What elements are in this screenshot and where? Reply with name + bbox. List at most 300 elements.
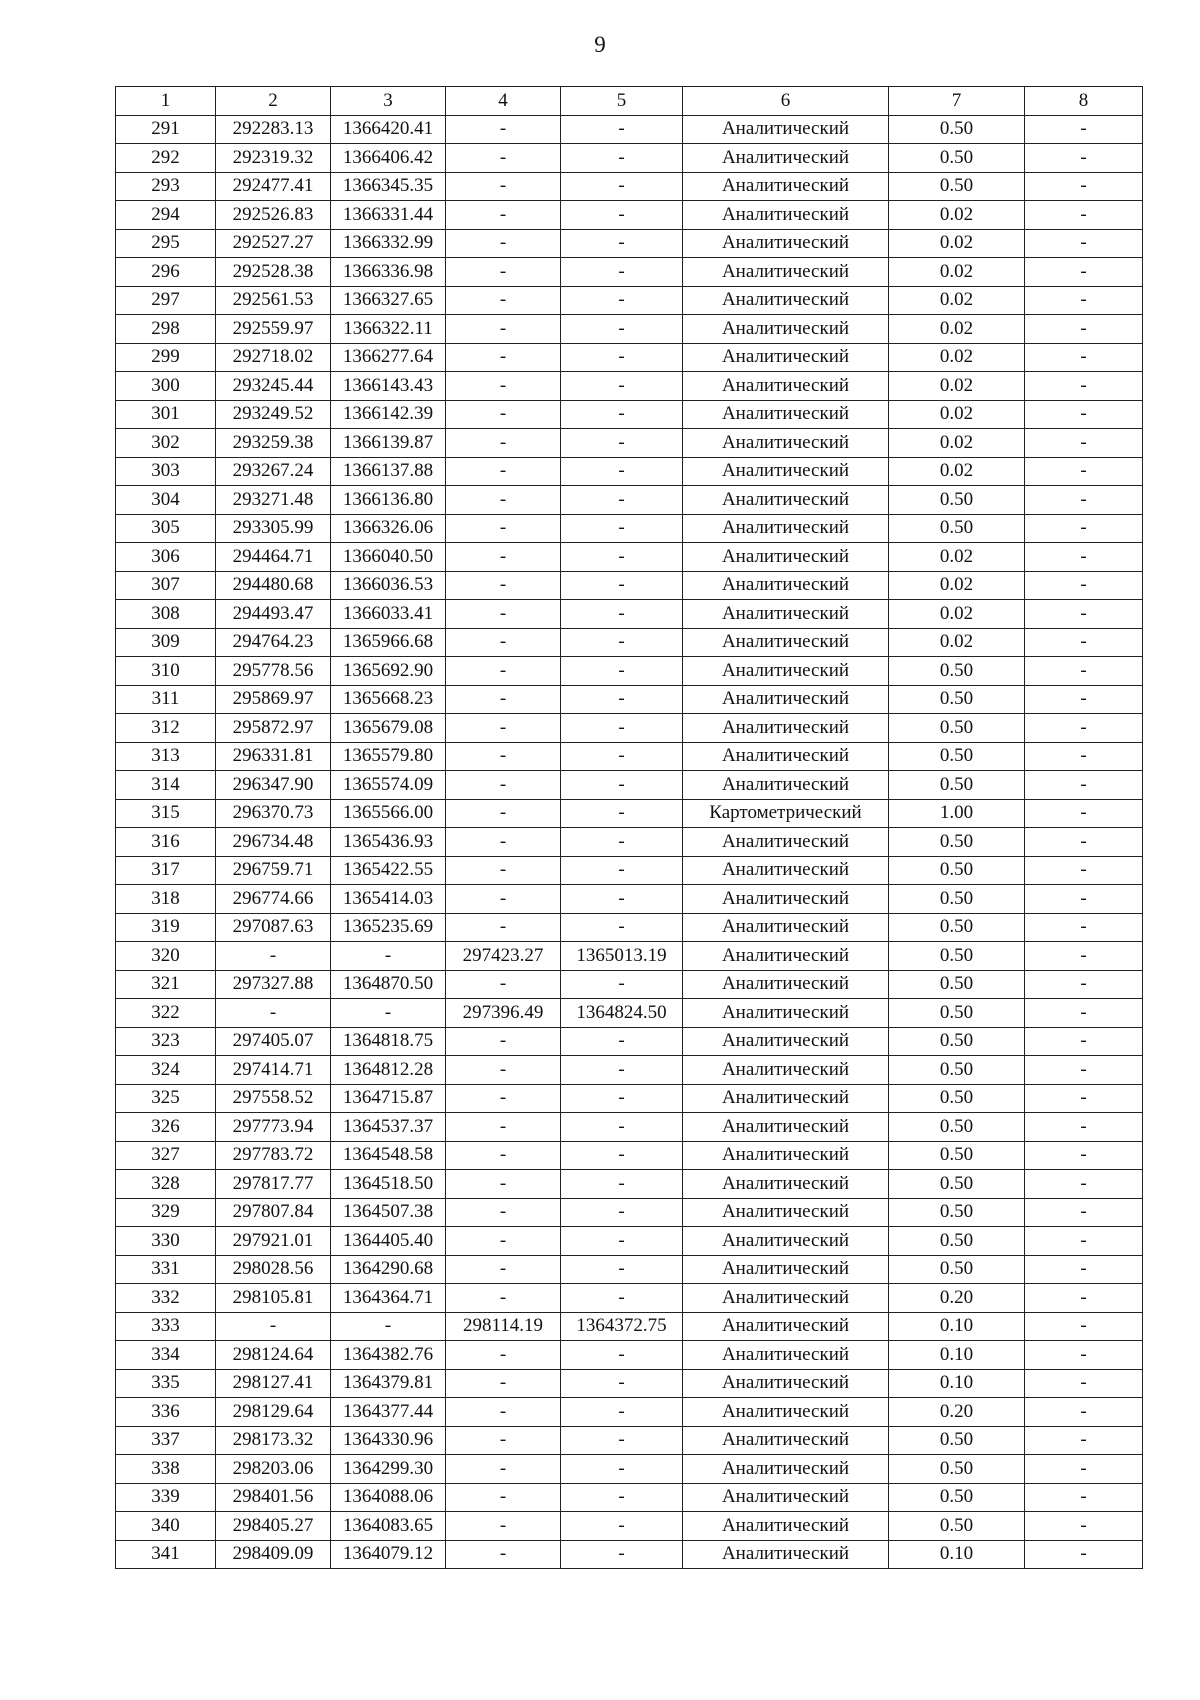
table-row bbox=[116, 1227, 1143, 1256]
cell-x-coordinate: 296331.81 bbox=[216, 742, 331, 771]
column-header: 7 bbox=[889, 87, 1025, 116]
cell-note: - bbox=[1025, 1255, 1143, 1284]
cell-y-coordinate-alt: - bbox=[561, 1512, 683, 1541]
table-row bbox=[116, 1540, 1143, 1569]
cell-x-coordinate-alt: - bbox=[446, 1255, 561, 1284]
cell-x-coordinate: 296370.73 bbox=[216, 799, 331, 828]
cell-method: Аналитический bbox=[683, 1141, 889, 1170]
cell-note: - bbox=[1025, 714, 1143, 743]
cell-x-coordinate: 294493.47 bbox=[216, 600, 331, 629]
cell-y-coordinate-alt: - bbox=[561, 1227, 683, 1256]
cell-y-coordinate-alt: - bbox=[561, 1113, 683, 1142]
cell-y-coordinate-alt: - bbox=[561, 657, 683, 686]
cell-method: Аналитический bbox=[683, 1056, 889, 1085]
cell-x-coordinate-alt: - bbox=[446, 1084, 561, 1113]
cell-point-number: 307 bbox=[116, 571, 216, 600]
cell-point-number: 309 bbox=[116, 628, 216, 657]
cell-y-coordinate-alt: - bbox=[561, 1284, 683, 1313]
cell-point-number: 324 bbox=[116, 1056, 216, 1085]
cell-y-coordinate: 1364299.30 bbox=[331, 1455, 446, 1484]
cell-y-coordinate: 1365574.09 bbox=[331, 771, 446, 800]
cell-x-coordinate: 293271.48 bbox=[216, 486, 331, 515]
cell-x-coordinate: 292319.32 bbox=[216, 144, 331, 173]
cell-x-coordinate: 292526.83 bbox=[216, 201, 331, 230]
cell-x-coordinate: 295872.97 bbox=[216, 714, 331, 743]
cell-point-number: 330 bbox=[116, 1227, 216, 1256]
cell-y-coordinate-alt: - bbox=[561, 372, 683, 401]
cell-note: - bbox=[1025, 1027, 1143, 1056]
cell-accuracy: 0.20 bbox=[889, 1284, 1025, 1313]
cell-x-coordinate: 297921.01 bbox=[216, 1227, 331, 1256]
cell-y-coordinate: 1366036.53 bbox=[331, 571, 446, 600]
cell-point-number: 298 bbox=[116, 315, 216, 344]
cell-x-coordinate: 293267.24 bbox=[216, 457, 331, 486]
cell-x-coordinate: 293305.99 bbox=[216, 514, 331, 543]
cell-note: - bbox=[1025, 1084, 1143, 1113]
cell-method: Аналитический bbox=[683, 486, 889, 515]
cell-y-coordinate: 1366326.06 bbox=[331, 514, 446, 543]
cell-y-coordinate: 1366331.44 bbox=[331, 201, 446, 230]
cell-note: - bbox=[1025, 828, 1143, 857]
cell-accuracy: 0.50 bbox=[889, 1084, 1025, 1113]
table-row bbox=[116, 828, 1143, 857]
table-row bbox=[116, 1056, 1143, 1085]
cell-point-number: 291 bbox=[116, 115, 216, 144]
cell-note: - bbox=[1025, 799, 1143, 828]
cell-accuracy: 0.50 bbox=[889, 115, 1025, 144]
cell-x-coordinate-alt: - bbox=[446, 343, 561, 372]
cell-x-coordinate-alt: - bbox=[446, 885, 561, 914]
cell-x-coordinate: - bbox=[216, 942, 331, 971]
cell-accuracy: 0.50 bbox=[889, 1455, 1025, 1484]
cell-y-coordinate: 1366040.50 bbox=[331, 543, 446, 572]
cell-y-coordinate-alt: - bbox=[561, 771, 683, 800]
cell-x-coordinate-alt: 297396.49 bbox=[446, 999, 561, 1028]
cell-accuracy: 0.02 bbox=[889, 343, 1025, 372]
table-row bbox=[116, 201, 1143, 230]
cell-accuracy: 0.50 bbox=[889, 856, 1025, 885]
cell-accuracy: 0.50 bbox=[889, 1483, 1025, 1512]
cell-method: Аналитический bbox=[683, 742, 889, 771]
cell-note: - bbox=[1025, 486, 1143, 515]
cell-note: - bbox=[1025, 1398, 1143, 1427]
cell-accuracy: 0.10 bbox=[889, 1369, 1025, 1398]
cell-y-coordinate-alt: - bbox=[561, 828, 683, 857]
cell-note: - bbox=[1025, 343, 1143, 372]
cell-note: - bbox=[1025, 1512, 1143, 1541]
cell-x-coordinate: 295869.97 bbox=[216, 685, 331, 714]
cell-note: - bbox=[1025, 286, 1143, 315]
cell-x-coordinate: 298028.56 bbox=[216, 1255, 331, 1284]
cell-x-coordinate: 292561.53 bbox=[216, 286, 331, 315]
cell-note: - bbox=[1025, 885, 1143, 914]
cell-x-coordinate: 297087.63 bbox=[216, 913, 331, 942]
cell-y-coordinate: - bbox=[331, 942, 446, 971]
cell-x-coordinate: 292559.97 bbox=[216, 315, 331, 344]
cell-x-coordinate: 293245.44 bbox=[216, 372, 331, 401]
cell-note: - bbox=[1025, 913, 1143, 942]
cell-y-coordinate: 1364330.96 bbox=[331, 1426, 446, 1455]
cell-accuracy: 0.50 bbox=[889, 942, 1025, 971]
cell-x-coordinate: 298203.06 bbox=[216, 1455, 331, 1484]
cell-point-number: 332 bbox=[116, 1284, 216, 1313]
cell-accuracy: 0.50 bbox=[889, 1170, 1025, 1199]
cell-method: Аналитический bbox=[683, 1540, 889, 1569]
cell-accuracy: 0.02 bbox=[889, 429, 1025, 458]
cell-x-coordinate: 293259.38 bbox=[216, 429, 331, 458]
cell-x-coordinate-alt: - bbox=[446, 600, 561, 629]
table-row bbox=[116, 144, 1143, 173]
cell-accuracy: 0.50 bbox=[889, 1113, 1025, 1142]
cell-y-coordinate-alt: - bbox=[561, 1369, 683, 1398]
cell-accuracy: 0.02 bbox=[889, 201, 1025, 230]
cell-x-coordinate-alt: - bbox=[446, 429, 561, 458]
cell-method: Аналитический bbox=[683, 1255, 889, 1284]
cell-method: Аналитический bbox=[683, 1426, 889, 1455]
cell-method: Аналитический bbox=[683, 628, 889, 657]
cell-method: Аналитический bbox=[683, 856, 889, 885]
cell-method: Аналитический bbox=[683, 1483, 889, 1512]
cell-point-number: 300 bbox=[116, 372, 216, 401]
cell-point-number: 341 bbox=[116, 1540, 216, 1569]
cell-y-coordinate-alt: - bbox=[561, 343, 683, 372]
cell-method: Аналитический bbox=[683, 343, 889, 372]
cell-y-coordinate: - bbox=[331, 1312, 446, 1341]
cell-method: Аналитический bbox=[683, 315, 889, 344]
cell-accuracy: 0.50 bbox=[889, 714, 1025, 743]
table-row bbox=[116, 1198, 1143, 1227]
cell-accuracy: 0.50 bbox=[889, 771, 1025, 800]
cell-y-coordinate-alt: - bbox=[561, 1084, 683, 1113]
table-row bbox=[116, 1141, 1143, 1170]
cell-y-coordinate-alt: - bbox=[561, 1198, 683, 1227]
cell-note: - bbox=[1025, 1284, 1143, 1313]
cell-note: - bbox=[1025, 258, 1143, 287]
cell-x-coordinate-alt: - bbox=[446, 543, 561, 572]
cell-point-number: 311 bbox=[116, 685, 216, 714]
cell-note: - bbox=[1025, 1227, 1143, 1256]
cell-x-coordinate-alt: - bbox=[446, 514, 561, 543]
cell-x-coordinate-alt: - bbox=[446, 1426, 561, 1455]
table-row bbox=[116, 514, 1143, 543]
cell-x-coordinate-alt: - bbox=[446, 1455, 561, 1484]
cell-x-coordinate: - bbox=[216, 999, 331, 1028]
cell-x-coordinate-alt: - bbox=[446, 714, 561, 743]
cell-note: - bbox=[1025, 115, 1143, 144]
cell-x-coordinate-alt: - bbox=[446, 258, 561, 287]
cell-y-coordinate: 1366142.39 bbox=[331, 400, 446, 429]
cell-method: Аналитический bbox=[683, 1512, 889, 1541]
cell-point-number: 318 bbox=[116, 885, 216, 914]
cell-point-number: 312 bbox=[116, 714, 216, 743]
cell-y-coordinate: 1364715.87 bbox=[331, 1084, 446, 1113]
cell-accuracy: 0.02 bbox=[889, 286, 1025, 315]
table-row bbox=[116, 1084, 1143, 1113]
cell-x-coordinate-alt: - bbox=[446, 1512, 561, 1541]
cell-note: - bbox=[1025, 429, 1143, 458]
table-row bbox=[116, 286, 1143, 315]
cell-y-coordinate: 1366322.11 bbox=[331, 315, 446, 344]
cell-x-coordinate-alt: - bbox=[446, 628, 561, 657]
cell-point-number: 340 bbox=[116, 1512, 216, 1541]
cell-note: - bbox=[1025, 1198, 1143, 1227]
cell-note: - bbox=[1025, 771, 1143, 800]
cell-point-number: 317 bbox=[116, 856, 216, 885]
cell-x-coordinate: 298127.41 bbox=[216, 1369, 331, 1398]
cell-x-coordinate: 297773.94 bbox=[216, 1113, 331, 1142]
cell-x-coordinate-alt: - bbox=[446, 1170, 561, 1199]
table-row bbox=[116, 315, 1143, 344]
cell-y-coordinate: 1366332.99 bbox=[331, 229, 446, 258]
cell-method: Аналитический bbox=[683, 201, 889, 230]
cell-x-coordinate-alt: - bbox=[446, 856, 561, 885]
cell-method: Аналитический bbox=[683, 1027, 889, 1056]
cell-accuracy: 0.50 bbox=[889, 913, 1025, 942]
table-row bbox=[116, 600, 1143, 629]
cell-x-coordinate: 298105.81 bbox=[216, 1284, 331, 1313]
cell-y-coordinate: 1364818.75 bbox=[331, 1027, 446, 1056]
cell-x-coordinate-alt: 298114.19 bbox=[446, 1312, 561, 1341]
cell-accuracy: 0.50 bbox=[889, 1141, 1025, 1170]
cell-y-coordinate: 1364548.58 bbox=[331, 1141, 446, 1170]
cell-x-coordinate: 298401.56 bbox=[216, 1483, 331, 1512]
cell-accuracy: 0.02 bbox=[889, 258, 1025, 287]
cell-x-coordinate-alt: - bbox=[446, 1284, 561, 1313]
cell-y-coordinate-alt: - bbox=[561, 1483, 683, 1512]
cell-accuracy: 0.02 bbox=[889, 571, 1025, 600]
cell-note: - bbox=[1025, 999, 1143, 1028]
table-row bbox=[116, 799, 1143, 828]
cell-y-coordinate: 1365235.69 bbox=[331, 913, 446, 942]
cell-y-coordinate: 1366327.65 bbox=[331, 286, 446, 315]
cell-accuracy: 0.50 bbox=[889, 828, 1025, 857]
cell-method: Аналитический bbox=[683, 1113, 889, 1142]
table-row bbox=[116, 1284, 1143, 1313]
table-row bbox=[116, 571, 1143, 600]
table-row bbox=[116, 856, 1143, 885]
table-row bbox=[116, 942, 1143, 971]
cell-accuracy: 0.50 bbox=[889, 657, 1025, 686]
cell-y-coordinate-alt: - bbox=[561, 1170, 683, 1199]
cell-y-coordinate: 1365579.80 bbox=[331, 742, 446, 771]
cell-method: Аналитический bbox=[683, 657, 889, 686]
cell-x-coordinate-alt: - bbox=[446, 771, 561, 800]
table-header-row bbox=[116, 87, 1143, 116]
column-header: 1 bbox=[116, 87, 216, 116]
cell-y-coordinate-alt: - bbox=[561, 486, 683, 515]
cell-x-coordinate: 292283.13 bbox=[216, 115, 331, 144]
cell-y-coordinate-alt: - bbox=[561, 913, 683, 942]
cell-y-coordinate-alt: - bbox=[561, 286, 683, 315]
cell-x-coordinate-alt: - bbox=[446, 1483, 561, 1512]
cell-y-coordinate: 1365422.55 bbox=[331, 856, 446, 885]
cell-y-coordinate-alt: - bbox=[561, 1426, 683, 1455]
cell-point-number: 338 bbox=[116, 1455, 216, 1484]
cell-x-coordinate: 296734.48 bbox=[216, 828, 331, 857]
cell-note: - bbox=[1025, 543, 1143, 572]
cell-point-number: 319 bbox=[116, 913, 216, 942]
cell-method: Аналитический bbox=[683, 115, 889, 144]
cell-note: - bbox=[1025, 1426, 1143, 1455]
cell-method: Аналитический bbox=[683, 229, 889, 258]
cell-x-coordinate: 298129.64 bbox=[216, 1398, 331, 1427]
cell-method: Аналитический bbox=[683, 543, 889, 572]
cell-accuracy: 0.02 bbox=[889, 628, 1025, 657]
cell-note: - bbox=[1025, 315, 1143, 344]
table-row bbox=[116, 229, 1143, 258]
table-row bbox=[116, 771, 1143, 800]
cell-method: Аналитический bbox=[683, 286, 889, 315]
cell-note: - bbox=[1025, 571, 1143, 600]
cell-x-coordinate-alt: - bbox=[446, 685, 561, 714]
cell-x-coordinate: 292528.38 bbox=[216, 258, 331, 287]
cell-x-coordinate: 292718.02 bbox=[216, 343, 331, 372]
cell-method: Аналитический bbox=[683, 1284, 889, 1313]
cell-x-coordinate-alt: - bbox=[446, 742, 561, 771]
cell-y-coordinate-alt: - bbox=[561, 457, 683, 486]
table-row bbox=[116, 457, 1143, 486]
cell-y-coordinate: 1364379.81 bbox=[331, 1369, 446, 1398]
cell-method: Аналитический bbox=[683, 1398, 889, 1427]
cell-point-number: 327 bbox=[116, 1141, 216, 1170]
table-row bbox=[116, 1398, 1143, 1427]
table-row bbox=[116, 543, 1143, 572]
cell-method: Аналитический bbox=[683, 372, 889, 401]
cell-y-coordinate-alt: - bbox=[561, 258, 683, 287]
table-row bbox=[116, 1512, 1143, 1541]
cell-y-coordinate-alt: - bbox=[561, 429, 683, 458]
cell-y-coordinate: 1364079.12 bbox=[331, 1540, 446, 1569]
cell-method: Аналитический bbox=[683, 571, 889, 600]
cell-method: Аналитический bbox=[683, 771, 889, 800]
cell-x-coordinate: 294764.23 bbox=[216, 628, 331, 657]
cell-accuracy: 0.02 bbox=[889, 600, 1025, 629]
cell-method: Аналитический bbox=[683, 400, 889, 429]
cell-y-coordinate-alt: - bbox=[561, 714, 683, 743]
column-header: 2 bbox=[216, 87, 331, 116]
table-body bbox=[116, 115, 1143, 1569]
cell-point-number: 308 bbox=[116, 600, 216, 629]
cell-note: - bbox=[1025, 372, 1143, 401]
cell-y-coordinate: 1366345.35 bbox=[331, 172, 446, 201]
cell-accuracy: 0.02 bbox=[889, 372, 1025, 401]
cell-x-coordinate-alt: 297423.27 bbox=[446, 942, 561, 971]
cell-y-coordinate-alt: - bbox=[561, 600, 683, 629]
table-row bbox=[116, 400, 1143, 429]
cell-method: Аналитический bbox=[683, 999, 889, 1028]
cell-y-coordinate: 1364507.38 bbox=[331, 1198, 446, 1227]
table-row bbox=[116, 343, 1143, 372]
cell-note: - bbox=[1025, 457, 1143, 486]
cell-method: Аналитический bbox=[683, 1455, 889, 1484]
table-row bbox=[116, 1483, 1143, 1512]
cell-point-number: 316 bbox=[116, 828, 216, 857]
cell-y-coordinate: 1364518.50 bbox=[331, 1170, 446, 1199]
cell-method: Аналитический bbox=[683, 714, 889, 743]
cell-y-coordinate: 1366406.42 bbox=[331, 144, 446, 173]
cell-y-coordinate: 1365668.23 bbox=[331, 685, 446, 714]
cell-accuracy: 0.50 bbox=[889, 999, 1025, 1028]
cell-y-coordinate: 1365966.68 bbox=[331, 628, 446, 657]
cell-y-coordinate-alt: - bbox=[561, 628, 683, 657]
cell-point-number: 314 bbox=[116, 771, 216, 800]
cell-x-coordinate-alt: - bbox=[446, 571, 561, 600]
table-row bbox=[116, 742, 1143, 771]
cell-y-coordinate: 1366277.64 bbox=[331, 343, 446, 372]
table-row bbox=[116, 1341, 1143, 1370]
table-row bbox=[116, 1170, 1143, 1199]
cell-point-number: 293 bbox=[116, 172, 216, 201]
cell-accuracy: 0.20 bbox=[889, 1398, 1025, 1427]
page-number: 9 bbox=[594, 32, 606, 57]
table-row bbox=[116, 970, 1143, 999]
cell-accuracy: 0.50 bbox=[889, 514, 1025, 543]
cell-x-coordinate: 297558.52 bbox=[216, 1084, 331, 1113]
table-row bbox=[116, 172, 1143, 201]
cell-point-number: 295 bbox=[116, 229, 216, 258]
cell-accuracy: 0.50 bbox=[889, 1512, 1025, 1541]
cell-point-number: 292 bbox=[116, 144, 216, 173]
table-row bbox=[116, 486, 1143, 515]
cell-point-number: 331 bbox=[116, 1255, 216, 1284]
cell-x-coordinate-alt: - bbox=[446, 315, 561, 344]
cell-y-coordinate-alt: - bbox=[561, 742, 683, 771]
cell-point-number: 299 bbox=[116, 343, 216, 372]
cell-y-coordinate-alt: - bbox=[561, 1056, 683, 1085]
cell-x-coordinate-alt: - bbox=[446, 799, 561, 828]
cell-y-coordinate-alt: - bbox=[561, 1341, 683, 1370]
cell-note: - bbox=[1025, 942, 1143, 971]
cell-y-coordinate-alt: - bbox=[561, 229, 683, 258]
cell-point-number: 336 bbox=[116, 1398, 216, 1427]
cell-x-coordinate: 297783.72 bbox=[216, 1141, 331, 1170]
cell-accuracy: 0.50 bbox=[889, 885, 1025, 914]
table-row bbox=[116, 1426, 1143, 1455]
cell-accuracy: 0.50 bbox=[889, 685, 1025, 714]
cell-method: Аналитический bbox=[683, 172, 889, 201]
cell-x-coordinate: 296347.90 bbox=[216, 771, 331, 800]
cell-note: - bbox=[1025, 1170, 1143, 1199]
cell-note: - bbox=[1025, 1483, 1143, 1512]
cell-x-coordinate: 298405.27 bbox=[216, 1512, 331, 1541]
cell-x-coordinate-alt: - bbox=[446, 229, 561, 258]
cell-method: Аналитический bbox=[683, 913, 889, 942]
cell-note: - bbox=[1025, 685, 1143, 714]
cell-x-coordinate-alt: - bbox=[446, 1227, 561, 1256]
cell-note: - bbox=[1025, 144, 1143, 173]
cell-x-coordinate-alt: - bbox=[446, 1198, 561, 1227]
cell-note: - bbox=[1025, 1312, 1143, 1341]
cell-x-coordinate-alt: - bbox=[446, 913, 561, 942]
cell-point-number: 303 bbox=[116, 457, 216, 486]
cell-y-coordinate: 1365679.08 bbox=[331, 714, 446, 743]
table-row bbox=[116, 258, 1143, 287]
cell-note: - bbox=[1025, 1113, 1143, 1142]
cell-x-coordinate-alt: - bbox=[446, 201, 561, 230]
cell-x-coordinate: - bbox=[216, 1312, 331, 1341]
cell-method: Аналитический bbox=[683, 1170, 889, 1199]
cell-y-coordinate-alt: - bbox=[561, 1540, 683, 1569]
cell-note: - bbox=[1025, 1341, 1143, 1370]
cell-point-number: 339 bbox=[116, 1483, 216, 1512]
cell-method: Аналитический bbox=[683, 970, 889, 999]
cell-accuracy: 0.50 bbox=[889, 486, 1025, 515]
cell-y-coordinate: 1364382.76 bbox=[331, 1341, 446, 1370]
cell-x-coordinate-alt: - bbox=[446, 400, 561, 429]
cell-x-coordinate-alt: - bbox=[446, 486, 561, 515]
cell-y-coordinate-alt: - bbox=[561, 799, 683, 828]
cell-y-coordinate-alt: - bbox=[561, 315, 683, 344]
